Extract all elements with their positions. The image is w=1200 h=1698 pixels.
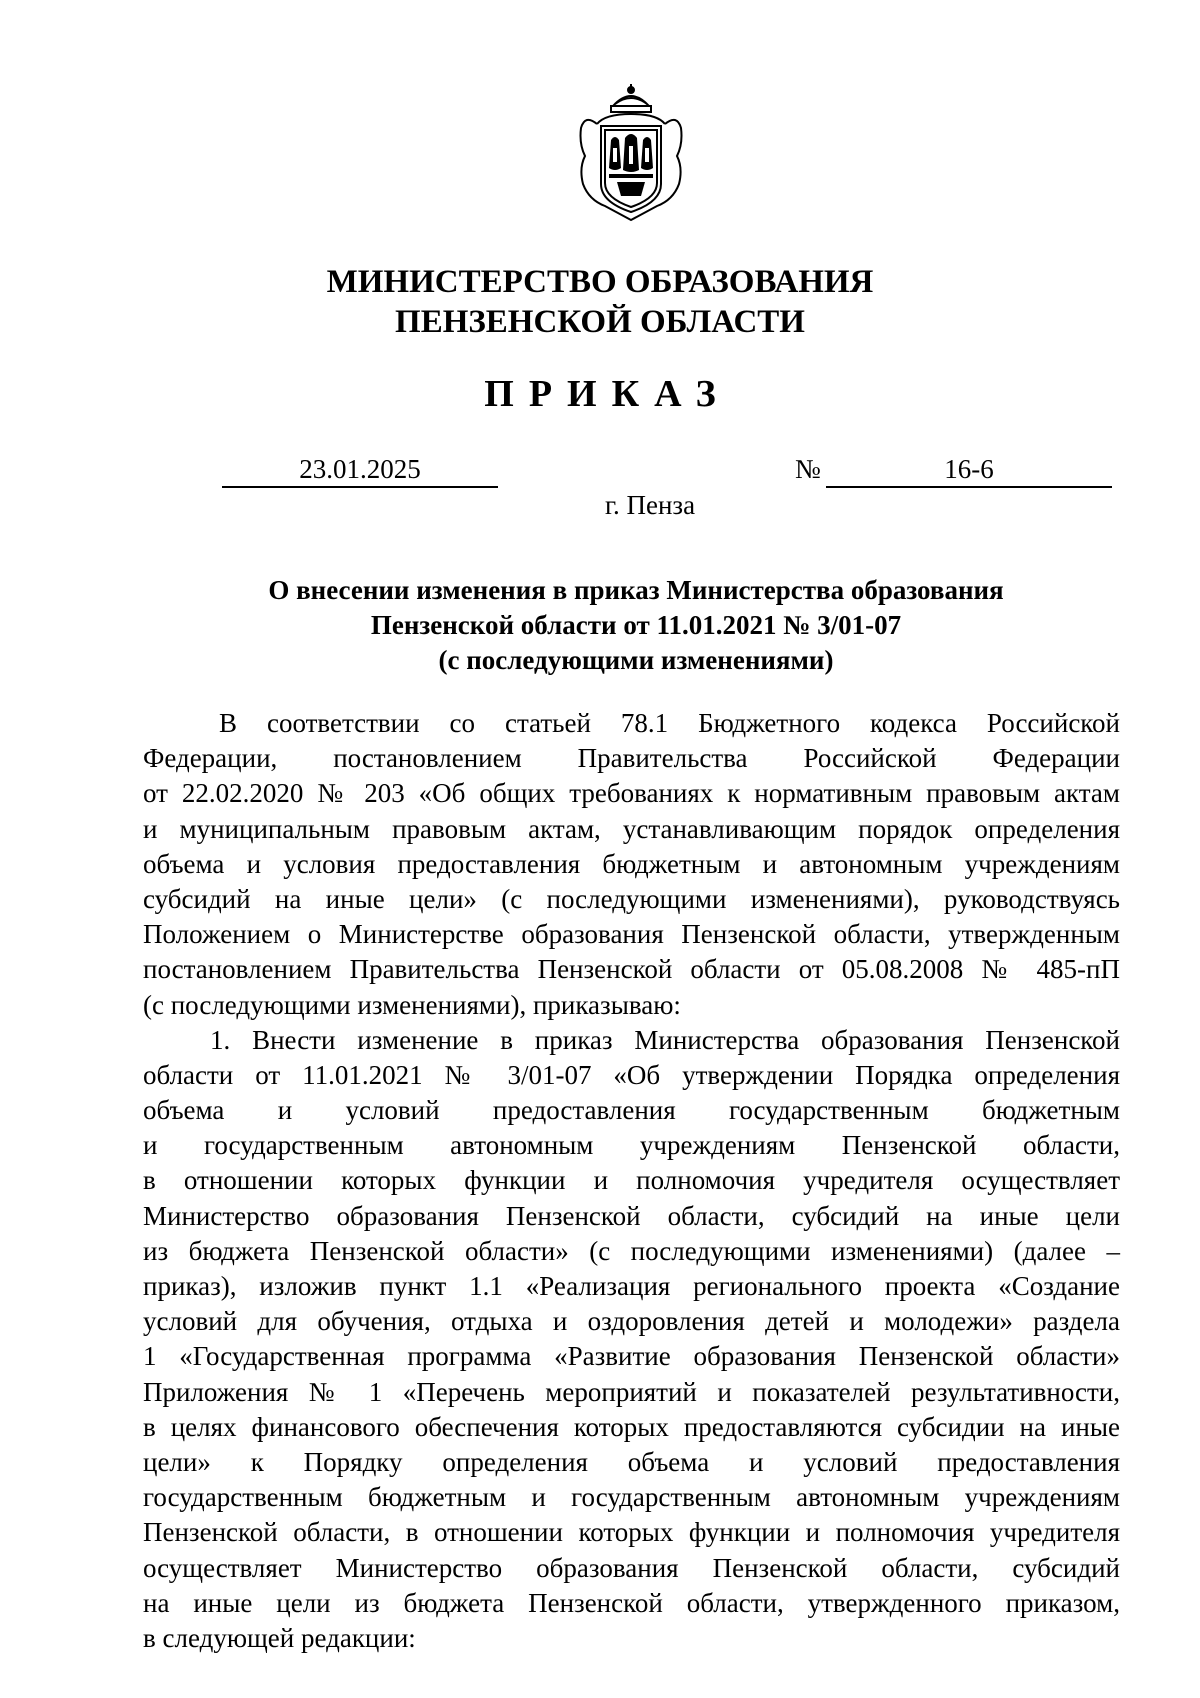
body-line: и муниципальным правовым актам, устанавливающим порядок определения (143, 813, 1120, 844)
city-label: г. Пенза (604, 490, 696, 520)
body-line: из бюджета Пензенской области» (с последующими изменениями) (далее – (143, 1235, 1120, 1266)
coat-of-arms-emblem (575, 84, 687, 224)
body-line: осуществляет Министерство образования Пензенской области, субсидий (143, 1552, 1120, 1583)
body-line: Федерации, постановлением Правительства Российской Федерации (143, 743, 1120, 774)
subject-line-2: Пензенской области от 11.01.2021 № 3/01-07 (370, 610, 902, 640)
body-line: объема и условий предоставления государственным бюджетным (143, 1095, 1120, 1126)
subject-line-3: (с последующими изменениями) (438, 645, 834, 675)
body-line: на иные цели из бюджета Пензенской области, утвержденного приказом, (143, 1587, 1120, 1618)
body-line: субсидий на иные цели» (с последующими изменениями), руководствуясь (143, 883, 1120, 914)
body-line: Министерство образования Пензенской области, субсидий на иные цели (143, 1200, 1120, 1231)
body-line: государственным бюджетным и государственным автономным учреждениям (143, 1482, 1120, 1513)
body-line: и государственным автономным учреждениям Пензенской области, (143, 1130, 1120, 1161)
body-line: области от 11.01.2021 № 3/01-07 «Об утверждении Порядка определения (143, 1059, 1120, 1090)
body-line: цели» к Порядку определения объема и условий предоставления (143, 1446, 1120, 1477)
body-line: Приложения № 1 «Перечень мероприятий и показателей результативности, (143, 1376, 1120, 1407)
body-line: 1 «Государственная программа «Развитие образования Пензенской области» (143, 1341, 1120, 1372)
body-line: постановлением Правительства Пензенской области от 05.08.2008 № 485-пП (143, 954, 1120, 985)
body-line: условий для обучения, отдыха и оздоровления детей и молодежи» раздела (143, 1306, 1120, 1337)
ministry-name-line-2: ПЕНЗЕНСКОЙ ОБЛАСТИ (395, 304, 805, 340)
body-line: в следующей редакции: (143, 1622, 416, 1653)
body-line: 1. Внести изменение в приказ Министерства образования Пензенской (210, 1024, 1120, 1055)
order-number: 16-6 (826, 452, 1112, 488)
body-line: (с последующими изменениями), приказываю: (143, 989, 681, 1020)
body-line: приказ), изложив пункт 1.1 «Реализация регионального проекта «Создание (143, 1271, 1120, 1301)
ministry-name-line-1: МИНИСТЕРСТВО ОБРАЗОВАНИЯ (326, 264, 874, 300)
body-line: в целях финансового обеспечения которых предоставляются субсидии на иные (143, 1411, 1120, 1442)
body-line: в отношении которых функции и полномочия учредителя осуществляет (143, 1165, 1120, 1196)
document-type-title: ПРИКАЗ (484, 373, 731, 415)
number-sign: № (795, 454, 821, 484)
body-line: Пензенской области, в отношении которых функции и полномочия учредителя (143, 1517, 1120, 1548)
body-line: В соответствии со статьей 78.1 Бюджетного кодекса Российской (219, 708, 1120, 738)
body-line: объема и условия предоставления бюджетным и автономным учреждениям (143, 848, 1120, 879)
body-line: Положением о Министерстве образования Пензенской области, утвержденным (143, 919, 1120, 950)
body-line: от 22.02.2020 № 203 «Об общих требованиях к нормативным правовым актам (143, 778, 1120, 809)
subject-line-1: О внесении изменения в приказ Министерства образования (268, 575, 1004, 605)
order-body-text (143, 706, 1120, 1656)
order-date: 23.01.2025 (222, 452, 498, 488)
